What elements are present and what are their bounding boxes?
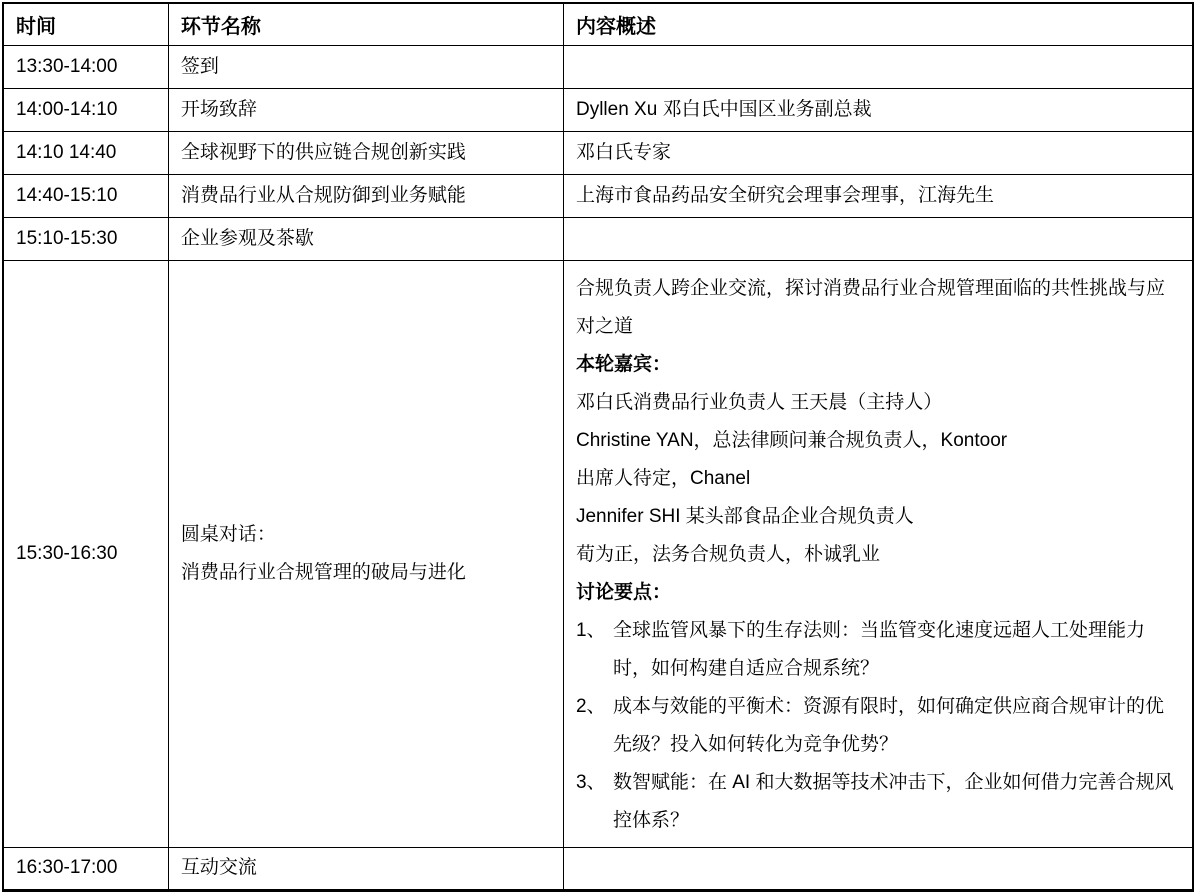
list-marker: 2、 — [575, 695, 606, 717]
session-cell — [168, 217, 563, 260]
agenda-page — [2, 2, 1194, 892]
table-row — [3, 45, 1193, 88]
content-cell — [563, 45, 1193, 88]
session-line: 消费品行业从合规防御到业务赋能 — [180, 184, 466, 206]
list-text: 全球监管风暴下的生存法则：当监管变化速度远超人工处理能力时，如何构建自适应合规系统？ — [612, 619, 1145, 679]
column-header: 环节名称 — [168, 3, 563, 45]
session-line: 消费品行业合规管理的破局与进化 — [180, 561, 466, 583]
session-line: 互动交流 — [180, 857, 257, 878]
content-cell — [563, 847, 1193, 890]
content-line: 合规负责人跨企业交流，探讨消费品行业合规管理面临的共性挑战与应对之道 — [575, 277, 1165, 337]
column-header: 内容概述 — [563, 3, 1193, 45]
table-row — [3, 88, 1193, 131]
list-text: 成本与效能的平衡术：资源有限时，如何确定供应商合规审计的优先级？投入如何转化为竞争优势？ — [612, 695, 1164, 755]
session-cell — [168, 88, 563, 131]
discussion-point — [576, 764, 1180, 840]
session-line: 签到 — [180, 55, 219, 77]
content-line: 上海市食品药品安全研究会理事会理事，江海先生 — [575, 184, 994, 206]
time-cell: 14:10 14:40 — [3, 131, 168, 174]
table-row — [3, 260, 1193, 847]
table-row — [3, 131, 1193, 174]
list-text: 数智赋能：在 AI 和大数据等技术冲击下，企业如何借力完善合规风控体系？ — [612, 771, 1174, 831]
time-cell: 13:30-14:00 — [3, 45, 168, 88]
session-cell — [168, 174, 563, 217]
list-marker: 3、 — [575, 771, 606, 793]
time-cell: 14:40-15:10 — [3, 174, 168, 217]
content-line: 邓白氏专家 — [575, 141, 671, 163]
content-line: Dyllen Xu 邓白氏中国区业务副总裁 — [575, 98, 872, 120]
list-marker: 1、 — [575, 619, 606, 641]
content-line: Jennifer SHI 某头部食品企业合规负责人 — [575, 505, 914, 527]
content-cell — [563, 131, 1193, 174]
agenda-table — [2, 2, 1194, 892]
column-header: 时间 — [3, 3, 168, 45]
session-cell — [168, 131, 563, 174]
table-row — [3, 847, 1193, 890]
content-line: 荀为正，法务合规负责人，朴诚乳业 — [575, 543, 880, 565]
content-heading: 讨论要点： — [575, 581, 671, 603]
session-line: 圆桌对话： — [180, 523, 276, 545]
content-line: Christine YAN，总法律顾问兼合规负责人，Kontoor — [575, 429, 1008, 451]
content-heading: 本轮嘉宾： — [575, 353, 671, 375]
session-cell — [168, 847, 563, 890]
discussion-point — [576, 612, 1180, 688]
content-line: 出席人待定，Chanel — [575, 467, 751, 489]
session-line: 开场致辞 — [180, 98, 257, 120]
table-row — [3, 174, 1193, 217]
time-cell: 16:30-17:00 — [3, 847, 168, 890]
content-line: 邓白氏消费品行业负责人 王天晨（主持人） — [575, 391, 943, 413]
content-cell — [563, 174, 1193, 217]
session-line: 企业参观及茶歇 — [180, 227, 314, 249]
header-row — [3, 3, 1193, 45]
time-cell: 15:30-16:30 — [3, 260, 168, 847]
session-line: 全球视野下的供应链合规创新实践 — [180, 141, 466, 163]
content-cell — [563, 88, 1193, 131]
content-cell — [563, 217, 1193, 260]
content-cell — [563, 260, 1193, 847]
time-cell: 14:00-14:10 — [3, 88, 168, 131]
session-cell — [168, 45, 563, 88]
table-row — [3, 217, 1193, 260]
discussion-point — [576, 688, 1180, 764]
time-cell: 15:10-15:30 — [3, 217, 168, 260]
session-cell — [168, 260, 563, 847]
